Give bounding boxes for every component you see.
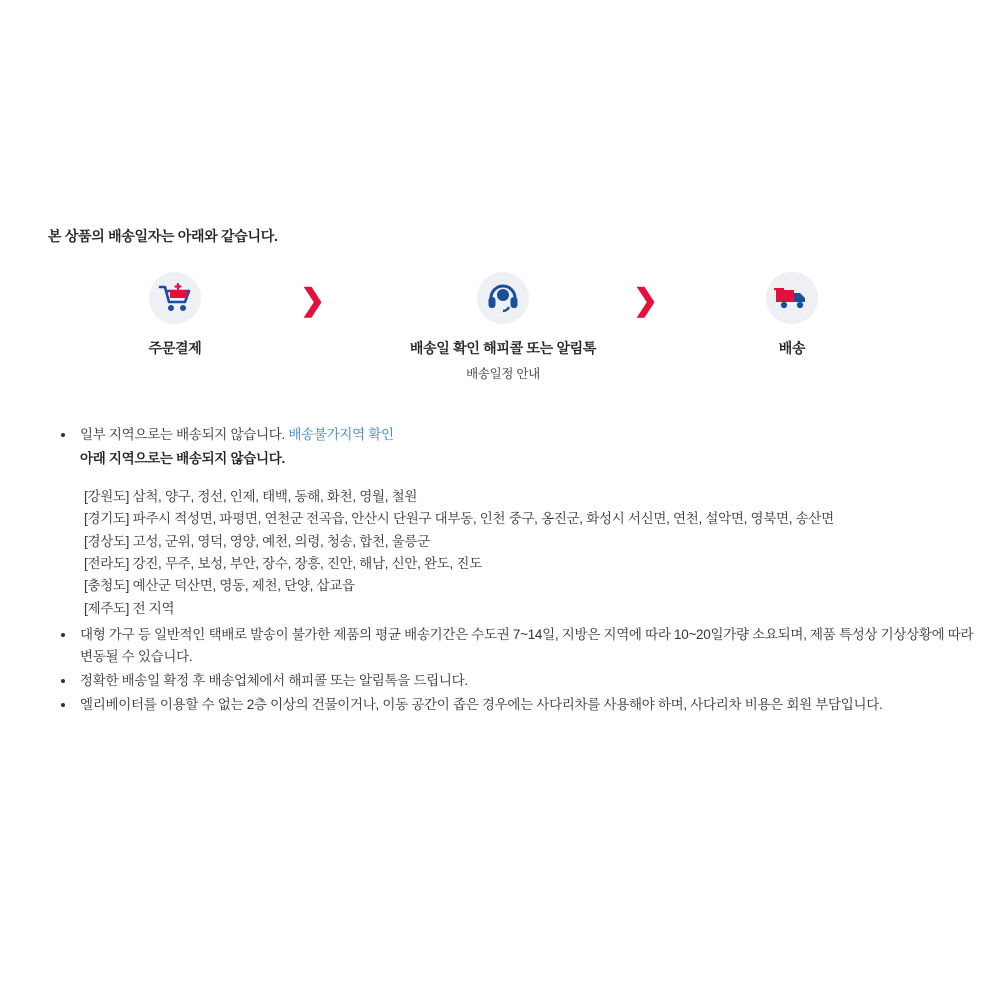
arrow-icon-1: ❯: [300, 284, 326, 317]
region-row: [84, 486, 978, 508]
delivery-notice-list: [48, 424, 978, 716]
step-delivery: [712, 272, 872, 358]
region-row: [84, 598, 978, 620]
region-tag: [충청도]: [84, 578, 130, 594]
region-tag: [전라도]: [84, 555, 130, 571]
region-areas: 고성, 군위, 영덕, 영양, 예천, 의령, 청송, 합천, 울릉군: [132, 533, 430, 549]
notice-item-large-furniture: • 대형 가구 등 일반적인 택배로 발송이 불가한 제품의 평균 배송기간은 수도권 7~14일, 지방은 지역에 따라 10~20일가량 소요되며, 제품 특성상 기상상황에 따라 변동될 수 있습니다.: [76, 624, 978, 668]
notice-item-restricted-regions: [76, 424, 978, 620]
step-label: 배송: [778, 340, 806, 356]
region-areas: 예산군 덕산면, 영동, 제천, 단양, 삽교읍: [132, 578, 355, 594]
region-areas: 파주시 적성면, 파평면, 연천군 전곡읍, 안산시 단원구 대부동, 인천 중구, 옹진군, 화성시 서신면, 연천, 설악면, 영북면, 송산면: [132, 511, 834, 527]
region-areas: 삼척, 양구, 정선, 인제, 태백, 동해, 화천, 영월, 철원: [132, 488, 418, 504]
notice-subtext: 아래 지역으로는 배송되지 않습니다.: [80, 450, 285, 466]
restricted-region-link[interactable]: 배송불가지역 확인: [288, 427, 394, 442]
step-order-payment: [95, 272, 255, 358]
page-title: 본 상품의 배송일자는 아래와 같습니다.: [48, 228, 278, 244]
region-tag: [경상도]: [84, 533, 130, 549]
notice-item-happy-call: • 정확한 배송일 확정 후 배송업체에서 해피콜 또는 알림톡을 드립니다.: [76, 670, 978, 692]
headset-support-icon: [477, 272, 529, 324]
region-tag: [경기도]: [84, 511, 130, 527]
region-tag: [강원도]: [84, 488, 130, 504]
region-row: [84, 508, 978, 530]
region-row: [84, 531, 978, 553]
step-delivery-confirm: [403, 272, 603, 382]
shopping-cart-icon: [149, 272, 201, 324]
region-areas: 강진, 무주, 보성, 부안, 장수, 장흥, 진안, 해남, 신안, 완도, 진도: [132, 555, 482, 571]
notice-item-ladder-truck: • 엘리베이터를 이용할 수 없는 2층 이상의 건물이거나, 이동 공간이 좁은 경우에는 사다리차를 사용해야 하며, 사다리차 비용은 회원 부담입니다.: [76, 694, 978, 716]
restricted-region-list: [84, 486, 978, 620]
region-row: [84, 553, 978, 575]
region-areas: 전 지역: [132, 600, 175, 616]
region-row: [84, 575, 978, 597]
notice-text: 일부 지역으로는 배송되지 않습니다.: [80, 427, 285, 442]
step-label: 배송일 확인 해피콜 또는 알림톡: [409, 340, 597, 356]
arrow-icon-2: ❯: [633, 284, 659, 317]
step-sublabel: 배송일정 안내: [466, 367, 540, 381]
delivery-steps: [48, 272, 958, 382]
region-tag: [제주도]: [84, 600, 130, 616]
step-label: 주문결제: [148, 340, 202, 356]
delivery-truck-icon: [766, 272, 818, 324]
